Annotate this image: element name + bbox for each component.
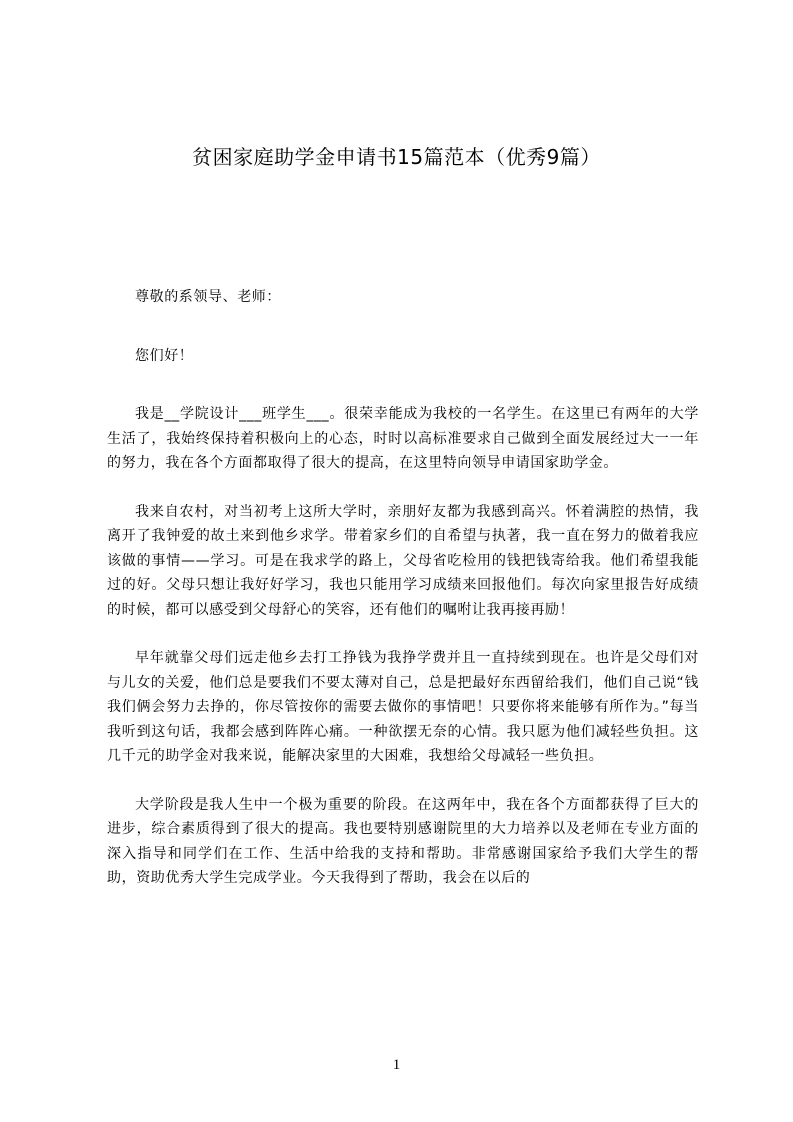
page-number: 1	[392, 1057, 401, 1073]
salutation: 尊敬的系领导、老师：	[135, 289, 281, 305]
page-title: 贫困家庭助学金申请书15篇范本（优秀9篇）	[192, 145, 601, 169]
paragraph: 我是__学院设计___班学生___。很荣幸能成为我校的一名学生。在这里已有两年的大学生活了，我始终保持着积极向上的心态，时时以高标准要求自己做到全面发展经过大一一年的努力，我在各个方面都取得了很大的提高，在这里特向领导申请国家助学金。	[107, 406, 699, 471]
paragraph: 我来自农村，对当初考上这所大学时，亲朋好友都为我感到高兴。怀着满腔的热情，我离开了我钟爱的故土来到他乡求学。带着家乡们的自希望与执著，我一直在努力的做着我应该做的事情——学习。可是在我求学的路上，父母省吃检用的钱把钱寄给我。他们希望我能过的好。父母只想让我好好学习，我也只能用学习成绩来回报他们。每次向家里报告好成绩的时候，都可以感受到父母舒心的笑容，还有他们的嘱咐让我再接再励！	[107, 503, 699, 618]
paragraph: 大学阶段是我人生中一个极为重要的阶段。在这两年中，我在各个方面都获得了巨大的进步，综合素质得到了很大的提高。我也要特别感谢院里的大力培养以及老师在专业方面的深入指导和同学们在工作、生活中给我的支持和帮助。非常感谢国家给予我们大学生的帮助，资助优秀大学生完成学业。今天我得到了帮助，我会在以后的	[107, 796, 699, 886]
document-body	[107, 285, 699, 915]
greeting: 您们好！	[135, 347, 194, 364]
paragraph: 早年就靠父母们远走他乡去打工挣钱为我挣学费并且一直持续到现在。也许是父母们对与儿女的关爱，他们总是要我们不要太薄对自己，总是把最好东西留给我们，他们自己说“钱我们俩会努力去挣的，你尽管按你的需要去做你的事情吧！只要你将来能够有所作为。”每当我听到这句话，我都会感到阵阵心痛。一种欲摆无奈的心情。我只愿为他们减轻些负担。这几千元的助学金对我来说，能解决家里的大困难，我想给父母减轻一些负担。	[107, 650, 699, 764]
